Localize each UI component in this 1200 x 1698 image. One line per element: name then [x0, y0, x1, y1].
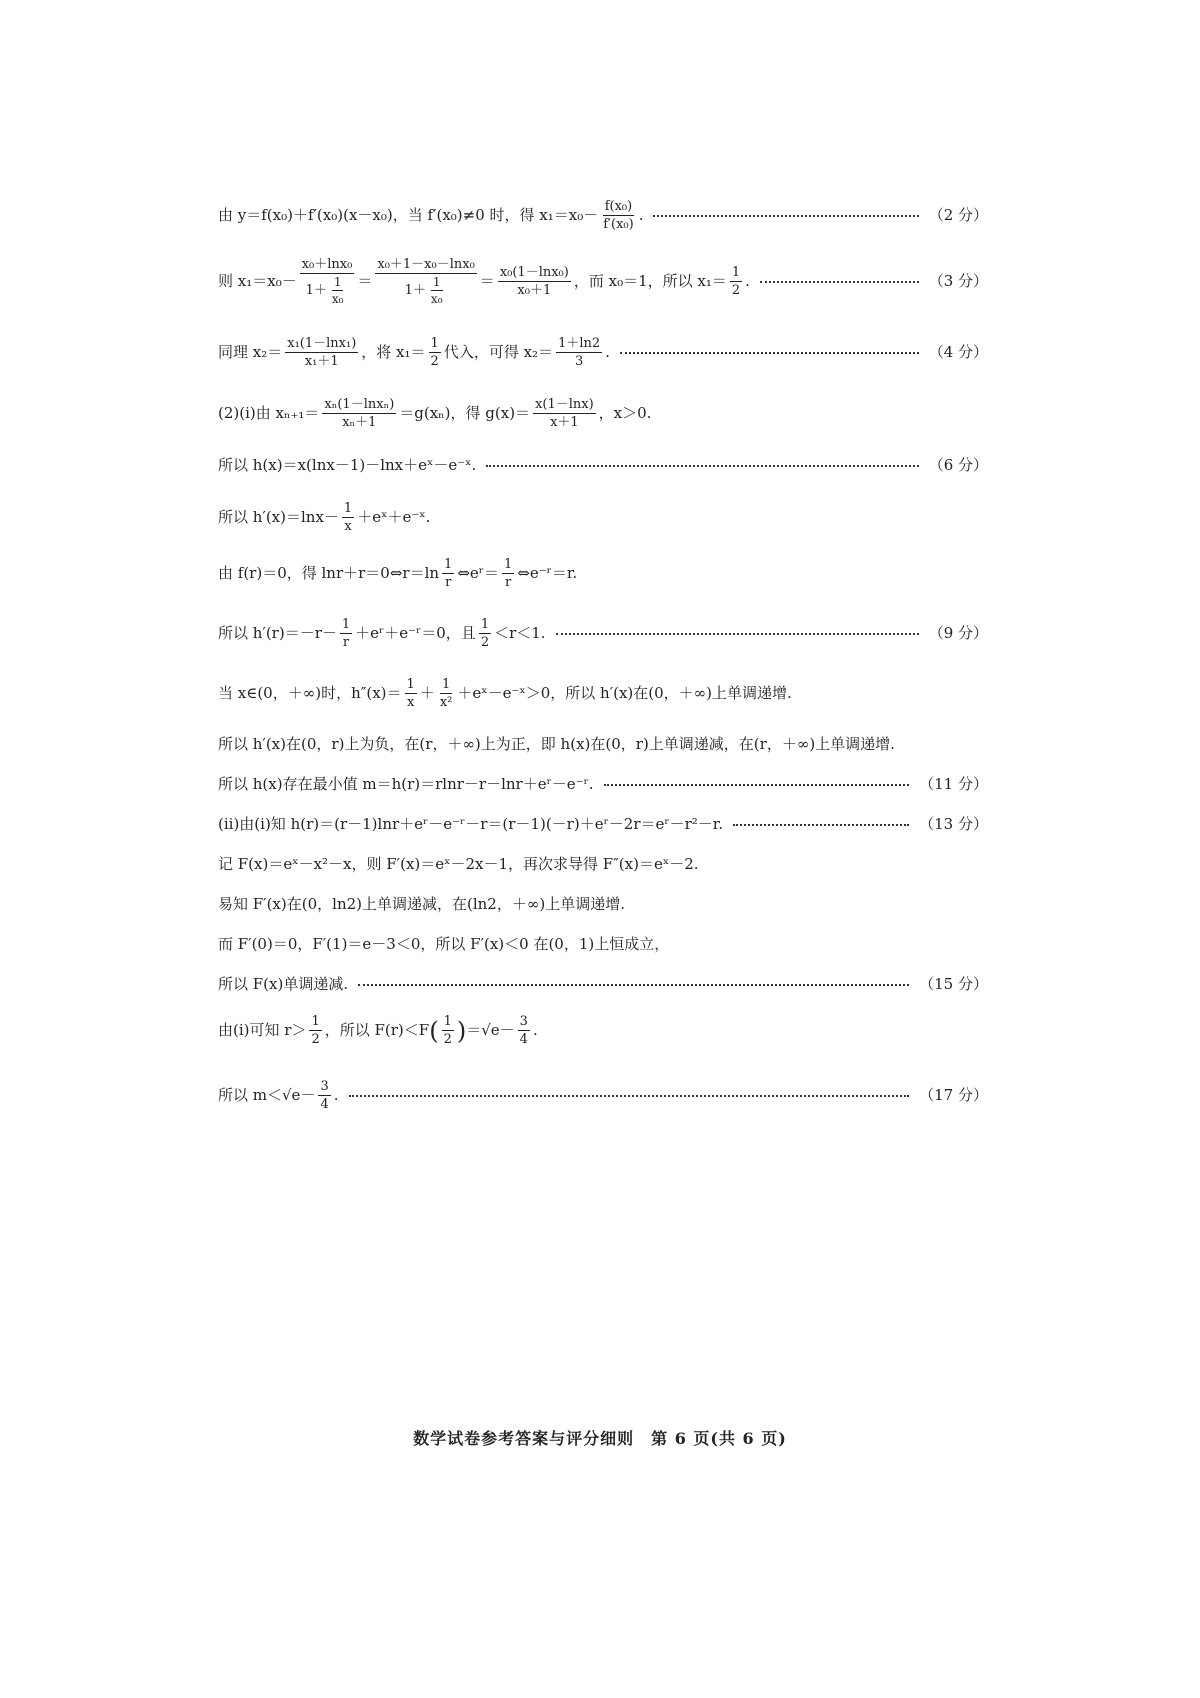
- dot-leader: [733, 824, 909, 826]
- line-content: 所以 h(x)＝x(lnx－1)－lnx＋eˣ－e⁻ˣ.: [218, 456, 477, 474]
- text: 所以 h′(x)＝lnx－: [218, 508, 339, 526]
- solution-line-6: [218, 502, 988, 533]
- dot-leader: [653, 215, 918, 217]
- solution-line-4: [218, 398, 988, 429]
- text: 所以 h′(r)＝－r－: [218, 624, 337, 642]
- score-label: （6 分）: [928, 456, 988, 474]
- denominator: r: [445, 575, 452, 590]
- text: ＋eʳ＋e⁻ʳ＝0，且: [355, 624, 476, 642]
- numerator: 1: [443, 1014, 452, 1029]
- text: ＜r＜1.: [494, 624, 546, 642]
- line-content: 所以 h(x)存在最小值 m＝h(r)＝rlnr－r－lnr＋eʳ－e⁻ʳ.: [218, 775, 594, 793]
- denominator: [403, 274, 450, 305]
- dot-leader: [604, 784, 910, 786]
- fraction: [330, 276, 346, 305]
- text: ，而 x₀＝1，所以 x₁＝: [573, 272, 727, 290]
- numerator: x₀＋lnx₀: [301, 257, 353, 272]
- solution-line-8: [218, 618, 988, 649]
- text: 则 x₁＝x₀－: [218, 272, 297, 290]
- line-content: [218, 678, 792, 709]
- line-content: 而 F′(0)＝0，F′(1)＝e－3＜0，所以 F′(x)＜0 在(0，1)上恒成立，: [218, 935, 670, 953]
- score-label: （13 分）: [919, 815, 988, 833]
- numerator: xₙ(1－lnxₙ): [324, 397, 395, 412]
- dot-leader: [358, 984, 909, 986]
- denominator: 4: [320, 1097, 329, 1112]
- text: 同理 x₂＝: [218, 343, 283, 361]
- fraction: [518, 1015, 530, 1046]
- text: ＝: [479, 272, 495, 290]
- numerator: 1: [731, 265, 741, 280]
- fraction: [340, 618, 352, 649]
- denominator: 3: [574, 354, 584, 369]
- fraction: [556, 337, 602, 368]
- denominator: 4: [519, 1032, 528, 1047]
- dot-leader: [556, 633, 919, 635]
- text: ＋eˣ－e⁻ˣ＞0，所以 h′(x)在(0，＋∞)上单调递增.: [457, 684, 792, 702]
- score-label: （4 分）: [928, 343, 988, 361]
- line-content: 记 F(x)＝eˣ－x²－x，则 F′(x)＝eˣ－2x－1，再次求导得 F″(x)＝eˣ－2.: [218, 855, 699, 873]
- text: 1＋: [305, 283, 327, 298]
- text: .: [745, 272, 750, 290]
- fraction: [533, 398, 596, 429]
- denominator: 2: [443, 1032, 452, 1047]
- line-content: [218, 618, 546, 649]
- denominator: [304, 274, 351, 305]
- text: ＝g(xₙ)，得 g(x)＝: [399, 404, 531, 422]
- fraction: [322, 398, 396, 429]
- numerator: 1: [343, 501, 353, 516]
- numerator: 1: [503, 557, 513, 572]
- numerator: 1: [480, 617, 490, 632]
- fraction: [479, 618, 491, 649]
- text: 当 x∈(0，＋∞)时，h″(x)＝: [218, 684, 402, 702]
- denominator: xₙ＋1: [342, 415, 377, 430]
- numerator: 1: [430, 336, 439, 351]
- score-label: （15 分）: [919, 975, 988, 993]
- solution-line-19: [218, 1080, 988, 1111]
- fraction: [429, 337, 441, 368]
- line-content: [218, 502, 430, 533]
- line-content: [218, 1015, 538, 1046]
- solution-line-17: [218, 977, 988, 992]
- text: (: [429, 1016, 439, 1045]
- denominator: 2: [311, 1032, 320, 1047]
- line-content: [218, 558, 577, 589]
- text: ，将 x₁＝: [361, 343, 426, 361]
- solution-line-18: [218, 1015, 988, 1046]
- numerator: 3: [519, 1014, 528, 1029]
- text: ): [456, 1016, 467, 1045]
- text: ＝: [357, 272, 373, 290]
- line-content: (ii)由(i)知 h(r)＝(r－1)lnr＋eʳ－e⁻ʳ－r＝(r－1)(－r)＋eʳ－2r＝eʳ－r²－r.: [218, 815, 724, 833]
- denominator: x₁＋1: [304, 354, 339, 369]
- fraction: [309, 1015, 321, 1046]
- numerator: 1＋ln2: [558, 336, 601, 351]
- numerator: x₀＋1－x₀－lnx₀: [377, 257, 475, 272]
- numerator: x(1－lnx): [535, 397, 594, 412]
- denominator: x₀: [331, 292, 344, 306]
- fraction: [300, 258, 355, 305]
- numerator: 1: [432, 275, 441, 289]
- text: .: [638, 206, 644, 224]
- numerator: x₁(1－lnx₁): [287, 336, 357, 351]
- line-content: 易知 F′(x)在(0，ln2)上单调递减，在(ln2，＋∞)上单调递增.: [218, 895, 625, 913]
- line-content: [218, 200, 643, 231]
- line-content: [218, 337, 610, 368]
- text: (2)(i)由 xₙ₊₁＝: [218, 404, 320, 422]
- text: ，所以 F(r)＜F: [324, 1021, 430, 1039]
- fraction: [438, 678, 455, 709]
- solution-line-11: [218, 737, 988, 752]
- numerator: f(x₀): [604, 199, 633, 214]
- denominator: r: [342, 635, 350, 650]
- score-label: （2 分）: [928, 206, 988, 224]
- text: .: [532, 1021, 538, 1039]
- line-content: 所以 F(x)单调递减.: [218, 975, 349, 993]
- numerator: x₀(1－lnx₀): [499, 265, 569, 280]
- denominator: 2: [480, 635, 490, 650]
- fraction: [502, 558, 514, 589]
- solution-line-16: [218, 937, 988, 952]
- fraction: [342, 502, 354, 533]
- fraction: [285, 337, 358, 368]
- fraction: [730, 266, 742, 297]
- score-label: （17 分）: [919, 1086, 988, 1104]
- text: ，x＞0.: [598, 404, 652, 422]
- denominator: x: [344, 519, 352, 534]
- numerator: 1: [333, 275, 342, 289]
- solution-line-13: [218, 817, 988, 832]
- score-label: （9 分）: [928, 624, 988, 642]
- text: ＋eˣ＋e⁻ˣ.: [357, 508, 431, 526]
- denominator: x＋1: [550, 415, 579, 430]
- numerator: 3: [320, 1079, 329, 1094]
- solution-line-14: [218, 857, 988, 872]
- line-content: [218, 398, 651, 429]
- dot-leader: [620, 352, 919, 354]
- line-content: [218, 1080, 339, 1111]
- fraction: [318, 1080, 330, 1111]
- fraction: [429, 276, 445, 305]
- solution-line-7: [218, 558, 988, 589]
- denominator: x₀: [430, 292, 443, 306]
- text: 所以 m＜√e－: [218, 1086, 316, 1104]
- numerator: 1: [441, 677, 451, 692]
- dot-leader: [486, 465, 918, 467]
- text: .: [605, 343, 610, 361]
- text: 由 y＝f(x₀)＋f′(x₀)(x－x₀)，当 f′(x₀)≠0 时，得 x₁＝x₀－: [218, 206, 599, 224]
- page-footer: 数学试卷参考答案与评分细则 第 6 页(共 6 页): [413, 1429, 787, 1448]
- text: ⇔e⁻ʳ＝r.: [517, 564, 578, 582]
- dot-leader: [349, 1095, 910, 1097]
- text: 由 f(r)＝0，得 lnr＋r＝0⇔r＝ln: [218, 564, 440, 582]
- solution-line-10: [218, 678, 988, 709]
- denominator: 2: [731, 283, 741, 298]
- fraction: [442, 558, 454, 589]
- score-label: （11 分）: [919, 775, 988, 793]
- score-label: （3 分）: [928, 272, 988, 290]
- line-content: 所以 h′(x)在(0，r)上为负，在(r，＋∞)上为正，即 h(x)在(0，r)上单调递减，在(r，＋∞)上单调递增.: [218, 735, 895, 753]
- solution-line-5: [218, 458, 988, 473]
- fraction: [442, 1015, 454, 1046]
- fraction: [601, 200, 635, 231]
- numerator: 1: [311, 1014, 320, 1029]
- text: .: [333, 1086, 339, 1104]
- numerator: 1: [406, 677, 415, 692]
- denominator: x: [406, 695, 415, 710]
- solution-line-1: [218, 200, 988, 231]
- text: 1＋: [404, 283, 426, 298]
- numerator: 1: [341, 617, 351, 632]
- text: 由(i)可知 r＞: [218, 1021, 307, 1039]
- fraction: [375, 258, 476, 305]
- text: 代入，可得 x₂＝: [443, 343, 554, 361]
- fraction: [405, 678, 417, 709]
- denominator: 2: [430, 354, 439, 369]
- numerator: 1: [444, 557, 453, 572]
- solution-line-2: [218, 258, 988, 305]
- denominator: f′(x₀): [603, 217, 634, 232]
- line-content: [218, 258, 750, 305]
- solution-line-15: [218, 897, 988, 912]
- text: ＝√e－: [466, 1021, 515, 1039]
- solution-line-3: [218, 337, 988, 368]
- text: ⇔eʳ＝: [457, 564, 499, 582]
- text: ＋: [419, 684, 435, 702]
- dot-leader: [760, 281, 919, 283]
- fraction: [498, 266, 571, 297]
- denominator: x₀＋1: [517, 283, 552, 298]
- denominator: r: [505, 575, 512, 590]
- solution-line-12: [218, 777, 988, 792]
- denominator: x²: [439, 695, 453, 710]
